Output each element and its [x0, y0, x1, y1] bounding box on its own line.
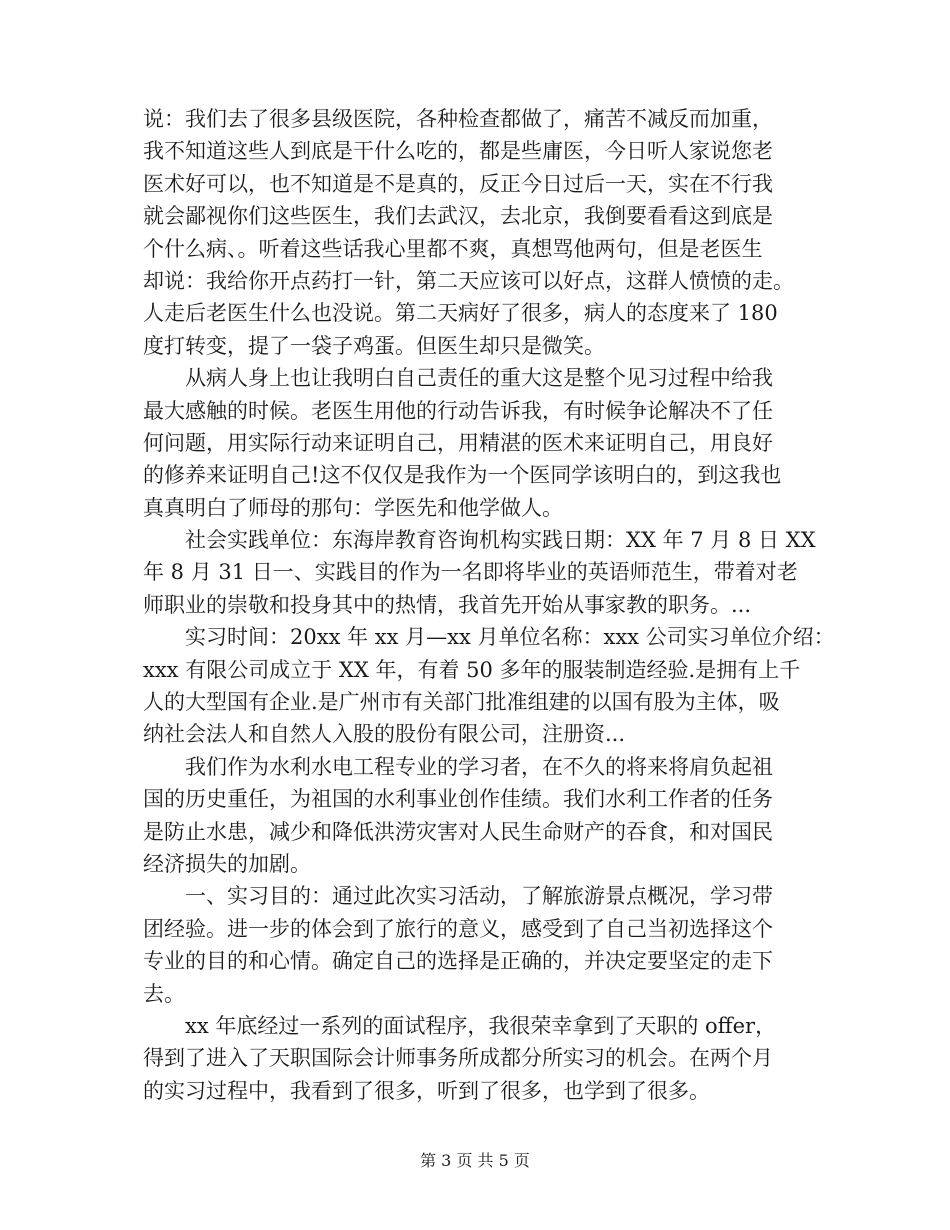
- text-line: 我不知道这些人到底是干什么吃的，都是些庸医，今日听人家说您老: [143, 139, 773, 164]
- text-line: 从病人身上也让我明白自己责任的重大这是整个见习过程中给我: [185, 366, 773, 391]
- text-line: 最大感触的时候。老医生用他的行动告诉我，有时候争论解决不了任: [143, 398, 773, 423]
- text-line: 国的历史重任，为祖国的水利事业创作佳绩。我们水利工作者的任务: [143, 787, 773, 812]
- text-line: 的实习过程中，我看到了很多，听到了很多，也学到了很多。: [143, 1078, 710, 1103]
- text-line: 人走后老医生什么也没说。第二天病好了很多，病人的态度来了 180: [143, 301, 778, 326]
- text-line: xx 年底经过一系列的面试程序，我很荣幸拿到了天职的 offer，: [185, 1013, 777, 1038]
- body-text: [143, 103, 833, 1107]
- text-line: 得到了进入了天职国际会计师事务所成都分所实习的机会。在两个月: [143, 1046, 773, 1071]
- text-line: 却说：我给你开点药打一针，第二天应该可以好点，这群人愤愤的走。: [143, 268, 794, 293]
- text-line: 去。: [143, 981, 185, 1006]
- text-line: 何问题，用实际行动来证明自己，用精湛的医术来证明自己，用良好: [143, 430, 773, 455]
- text-line: 的修养来证明自己!这不仅仅是我作为一个医同学该明白的，到这我也: [143, 463, 782, 488]
- text-line: 社会实践单位：东海岸教育咨询机构实践日期：XX 年 7 月 8 日 XX: [185, 528, 816, 553]
- text-line: 真真明白了师母的那句：学医先和他学做人。: [143, 495, 563, 520]
- text-line: 专业的目的和心情。确定自己的选择是正确的，并决定要坚定的走下: [143, 949, 773, 974]
- page-footer: 第 3 页 共 5 页: [420, 1151, 530, 1170]
- text-line: 就会鄙视你们这些医生，我们去武汉，去北京，我倒要看看这到底是: [143, 204, 773, 229]
- text-line: 纳社会法人和自然人入股的股份有限公司，注册资...: [143, 722, 626, 747]
- text-line: 人的大型国有企业.是广州市有关部门批准组建的以国有股为主体，吸: [143, 690, 780, 715]
- text-line: 年 8 月 31 日一、实践目的作为一名即将毕业的英语师范生，带着对老: [143, 560, 798, 585]
- text-line: 说：我们去了很多县级医院，各种检查都做了，痛苦不减反而加重，: [143, 107, 773, 131]
- text-line: 团经验。进一步的体会到了旅行的意义，感受到了自己当初选择这个: [143, 916, 773, 941]
- text-line: 实习时间：20xx 年 xx 月—xx 月单位名称：xxx 公司实习单位介绍：: [185, 625, 835, 650]
- text-line: 个什么病、。听着这些话我心里都不爽，真想骂他两句，但是老医生: [143, 236, 763, 261]
- text-line: 经济损失的加剧。: [143, 851, 311, 876]
- text-line: 我们作为水利水电工程专业的学习者，在不久的将来将肩负起祖: [185, 754, 773, 779]
- text-line: 一、实习目的：通过此次实习活动，了解旅游景点概况，学习带: [185, 884, 773, 909]
- text-line: xxx 有限公司成立于 XX 年，有着 50 多年的服装制造经验.是拥有上千: [143, 657, 801, 682]
- text-line: 医术好可以，也不知道是不是真的，反正今日过后一天，实在不行我: [143, 171, 773, 196]
- text-line: 师职业的崇敬和投身其中的热情，我首先开始从事家教的职务。...: [143, 592, 752, 617]
- text-line: 是防止水患，减少和降低洪涝灾害对人民生命财产的吞食，和对国民: [143, 819, 773, 844]
- text-line: 度打转变，提了一袋子鸡蛋。但医生却只是微笑。: [143, 333, 605, 358]
